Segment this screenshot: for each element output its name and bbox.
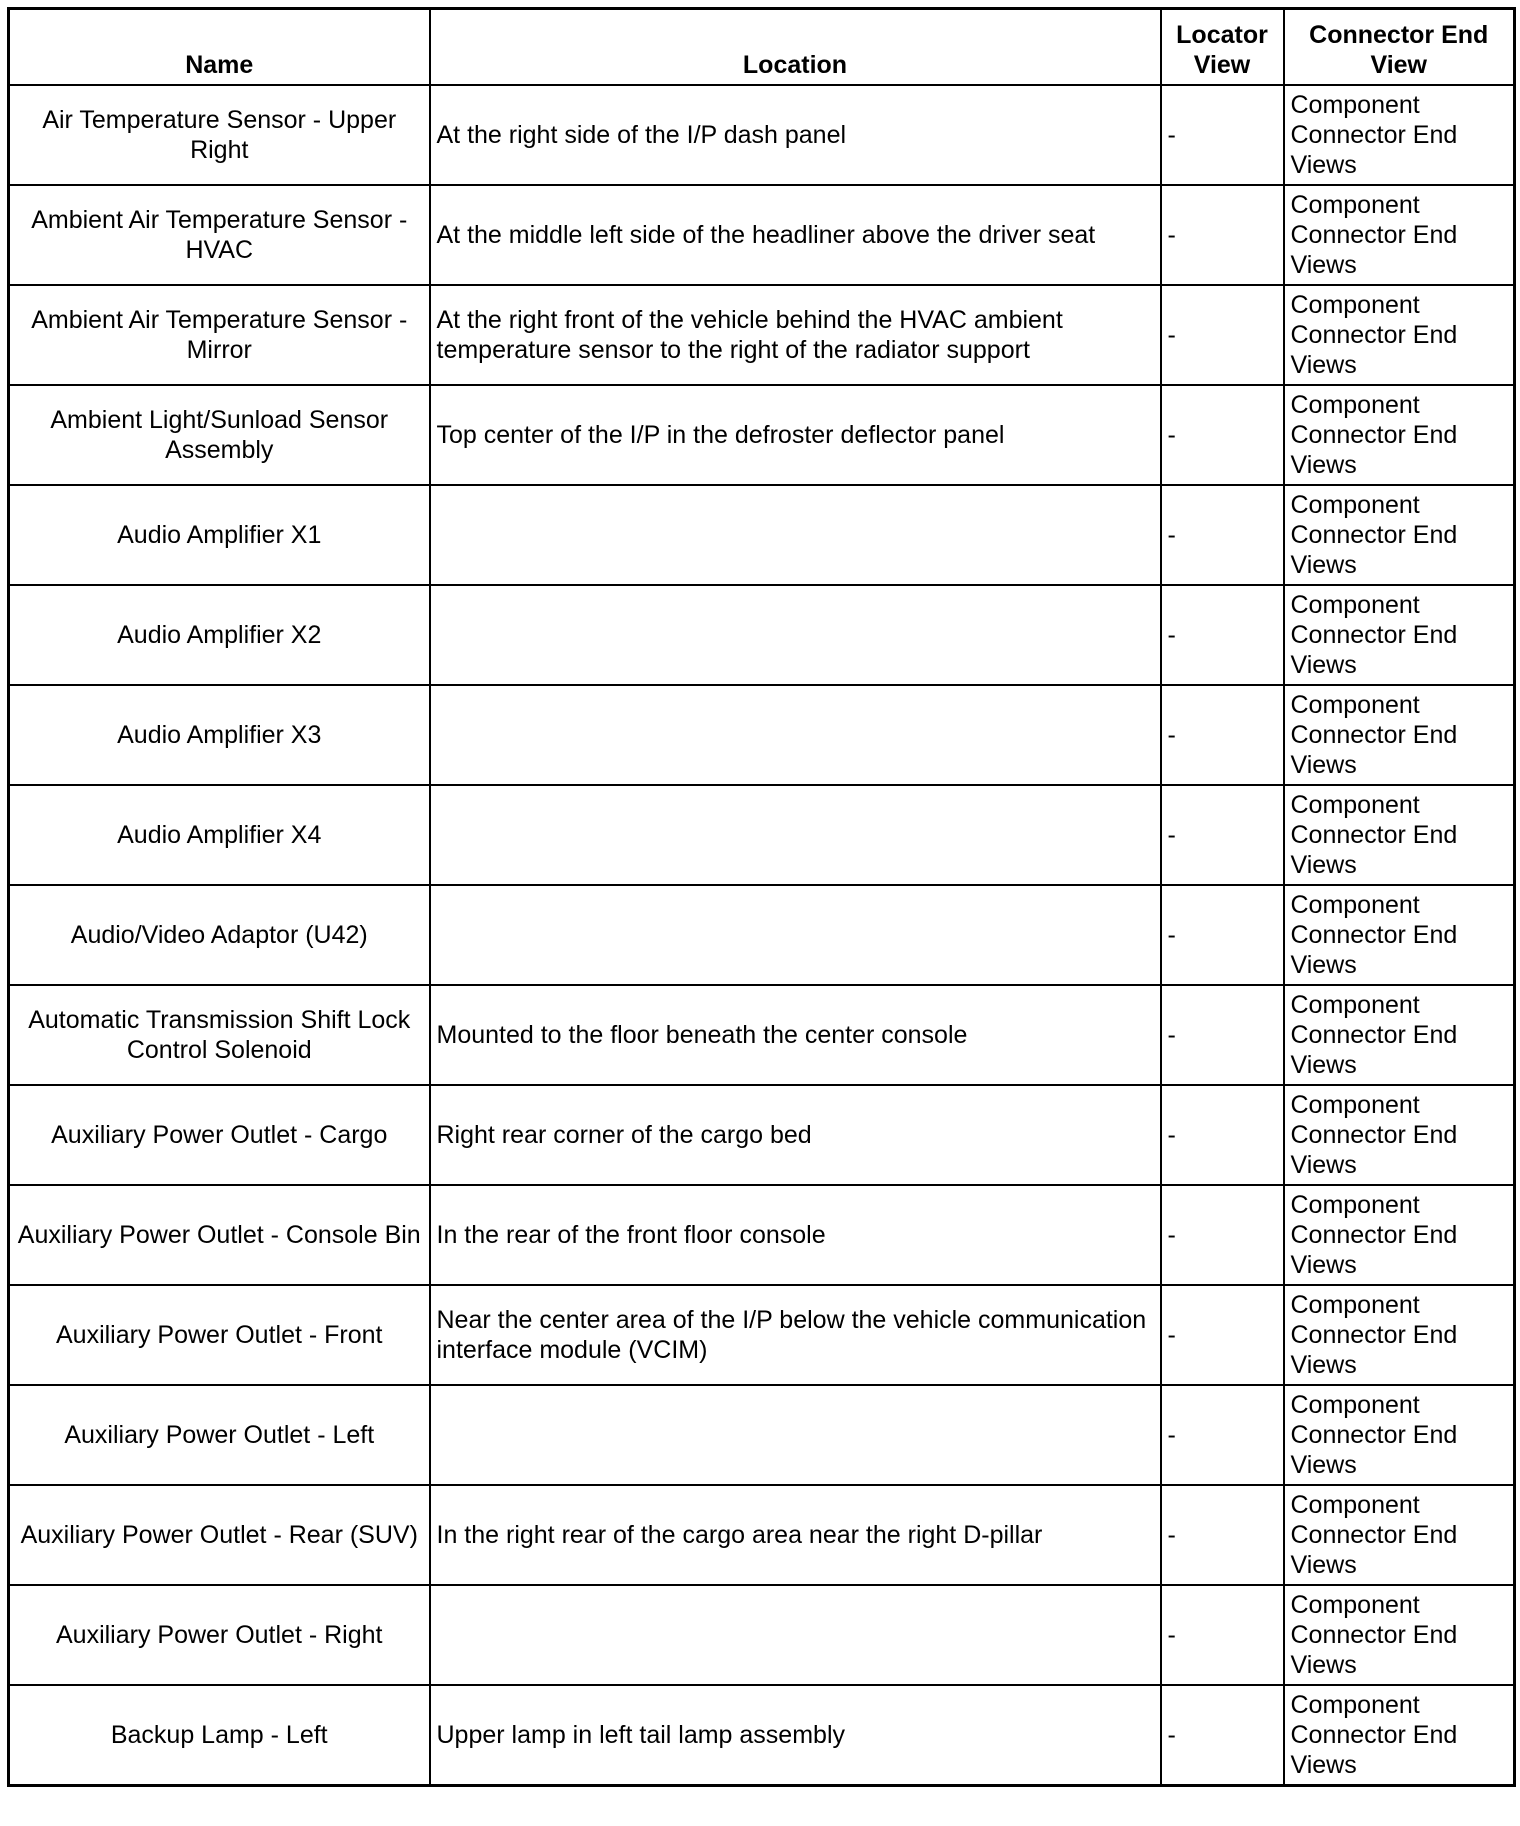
table-row (9, 85, 1515, 185)
header-name: Name (9, 9, 430, 86)
cell-name: Auxiliary Power Outlet - Left (9, 1385, 430, 1485)
cell-locator-view: - (1161, 685, 1284, 785)
cell-locator-view: - (1161, 1485, 1284, 1585)
cell-connector-end-view[interactable]: Component Connector End Views (1284, 585, 1515, 685)
table-row (9, 1585, 1515, 1685)
cell-location: At the right side of the I/P dash panel (430, 85, 1161, 185)
cell-name: Auxiliary Power Outlet - Rear (SUV) (9, 1485, 430, 1585)
cell-location: Upper lamp in left tail lamp assembly (430, 1685, 1161, 1785)
cell-connector-end-view[interactable]: Component Connector End Views (1284, 285, 1515, 385)
cell-name: Backup Lamp - Left (9, 1685, 430, 1785)
cell-name: Auxiliary Power Outlet - Console Bin (9, 1185, 430, 1285)
table-row (9, 1185, 1515, 1285)
cell-location: Top center of the I/P in the defroster deflector panel (430, 385, 1161, 485)
cell-locator-view: - (1161, 185, 1284, 285)
cell-name: Audio Amplifier X3 (9, 685, 430, 785)
cell-location: In the rear of the front floor console (430, 1185, 1161, 1285)
cell-locator-view: - (1161, 1185, 1284, 1285)
cell-connector-end-view[interactable]: Component Connector End Views (1284, 385, 1515, 485)
table-row (9, 785, 1515, 885)
cell-connector-end-view[interactable]: Component Connector End Views (1284, 785, 1515, 885)
cell-locator-view: - (1161, 1585, 1284, 1685)
cell-locator-view: - (1161, 285, 1284, 385)
cell-locator-view: - (1161, 1285, 1284, 1385)
cell-name: Auxiliary Power Outlet - Right (9, 1585, 430, 1685)
cell-connector-end-view[interactable]: Component Connector End Views (1284, 985, 1515, 1085)
header-location: Location (430, 9, 1161, 86)
cell-name: Air Temperature Sensor - Upper Right (9, 85, 430, 185)
header-row (9, 9, 1515, 86)
header-locator-view: Locator View (1161, 9, 1284, 86)
cell-location: In the right rear of the cargo area near the right D-pillar (430, 1485, 1161, 1585)
cell-connector-end-view[interactable]: Component Connector End Views (1284, 1685, 1515, 1785)
table-row (9, 1485, 1515, 1585)
cell-location (430, 485, 1161, 585)
table-row (9, 685, 1515, 785)
cell-locator-view: - (1161, 585, 1284, 685)
cell-connector-end-view[interactable]: Component Connector End Views (1284, 1185, 1515, 1285)
cell-name: Ambient Air Temperature Sensor - Mirror (9, 285, 430, 385)
cell-location (430, 785, 1161, 885)
cell-connector-end-view[interactable]: Component Connector End Views (1284, 1285, 1515, 1385)
table-row (9, 285, 1515, 385)
cell-locator-view: - (1161, 885, 1284, 985)
component-locator-table-wrap (7, 7, 1513, 1787)
cell-locator-view: - (1161, 1085, 1284, 1185)
cell-connector-end-view[interactable]: Component Connector End Views (1284, 1085, 1515, 1185)
cell-name: Audio Amplifier X2 (9, 585, 430, 685)
cell-connector-end-view[interactable]: Component Connector End Views (1284, 885, 1515, 985)
header-connector-end-view: Connector End View (1284, 9, 1515, 86)
cell-name: Ambient Light/Sunload Sensor Assembly (9, 385, 430, 485)
cell-name: Ambient Air Temperature Sensor - HVAC (9, 185, 430, 285)
cell-locator-view: - (1161, 85, 1284, 185)
cell-locator-view: - (1161, 785, 1284, 885)
table-row (9, 885, 1515, 985)
cell-locator-view: - (1161, 1385, 1284, 1485)
cell-locator-view: - (1161, 985, 1284, 1085)
table-row (9, 185, 1515, 285)
cell-connector-end-view[interactable]: Component Connector End Views (1284, 85, 1515, 185)
table-row (9, 1385, 1515, 1485)
cell-connector-end-view[interactable]: Component Connector End Views (1284, 485, 1515, 585)
cell-locator-view: - (1161, 385, 1284, 485)
cell-connector-end-view[interactable]: Component Connector End Views (1284, 1385, 1515, 1485)
table-row (9, 385, 1515, 485)
cell-location: At the right front of the vehicle behind the HVAC ambient temperature sensor to the right of the radiator support (430, 285, 1161, 385)
cell-name: Automatic Transmission Shift Lock Control Solenoid (9, 985, 430, 1085)
cell-locator-view: - (1161, 1685, 1284, 1785)
table-row (9, 1685, 1515, 1785)
cell-connector-end-view[interactable]: Component Connector End Views (1284, 1485, 1515, 1585)
cell-location (430, 885, 1161, 985)
cell-location: Near the center area of the I/P below the vehicle communication interface module (VCIM) (430, 1285, 1161, 1385)
cell-location (430, 685, 1161, 785)
cell-connector-end-view[interactable]: Component Connector End Views (1284, 185, 1515, 285)
cell-connector-end-view[interactable]: Component Connector End Views (1284, 1585, 1515, 1685)
table-row (9, 585, 1515, 685)
cell-location: Mounted to the floor beneath the center console (430, 985, 1161, 1085)
cell-name: Auxiliary Power Outlet - Cargo (9, 1085, 430, 1185)
cell-location (430, 585, 1161, 685)
cell-name: Audio Amplifier X4 (9, 785, 430, 885)
table-row (9, 985, 1515, 1085)
cell-name: Audio/Video Adaptor (U42) (9, 885, 430, 985)
cell-name: Audio Amplifier X1 (9, 485, 430, 585)
table-row (9, 485, 1515, 585)
table-row (9, 1285, 1515, 1385)
cell-connector-end-view[interactable]: Component Connector End Views (1284, 685, 1515, 785)
cell-location: Right rear corner of the cargo bed (430, 1085, 1161, 1185)
cell-location (430, 1385, 1161, 1485)
cell-location: At the middle left side of the headliner above the driver seat (430, 185, 1161, 285)
cell-locator-view: - (1161, 485, 1284, 585)
component-locator-table (7, 7, 1516, 1787)
table-row (9, 1085, 1515, 1185)
cell-name: Auxiliary Power Outlet - Front (9, 1285, 430, 1385)
cell-location (430, 1585, 1161, 1685)
